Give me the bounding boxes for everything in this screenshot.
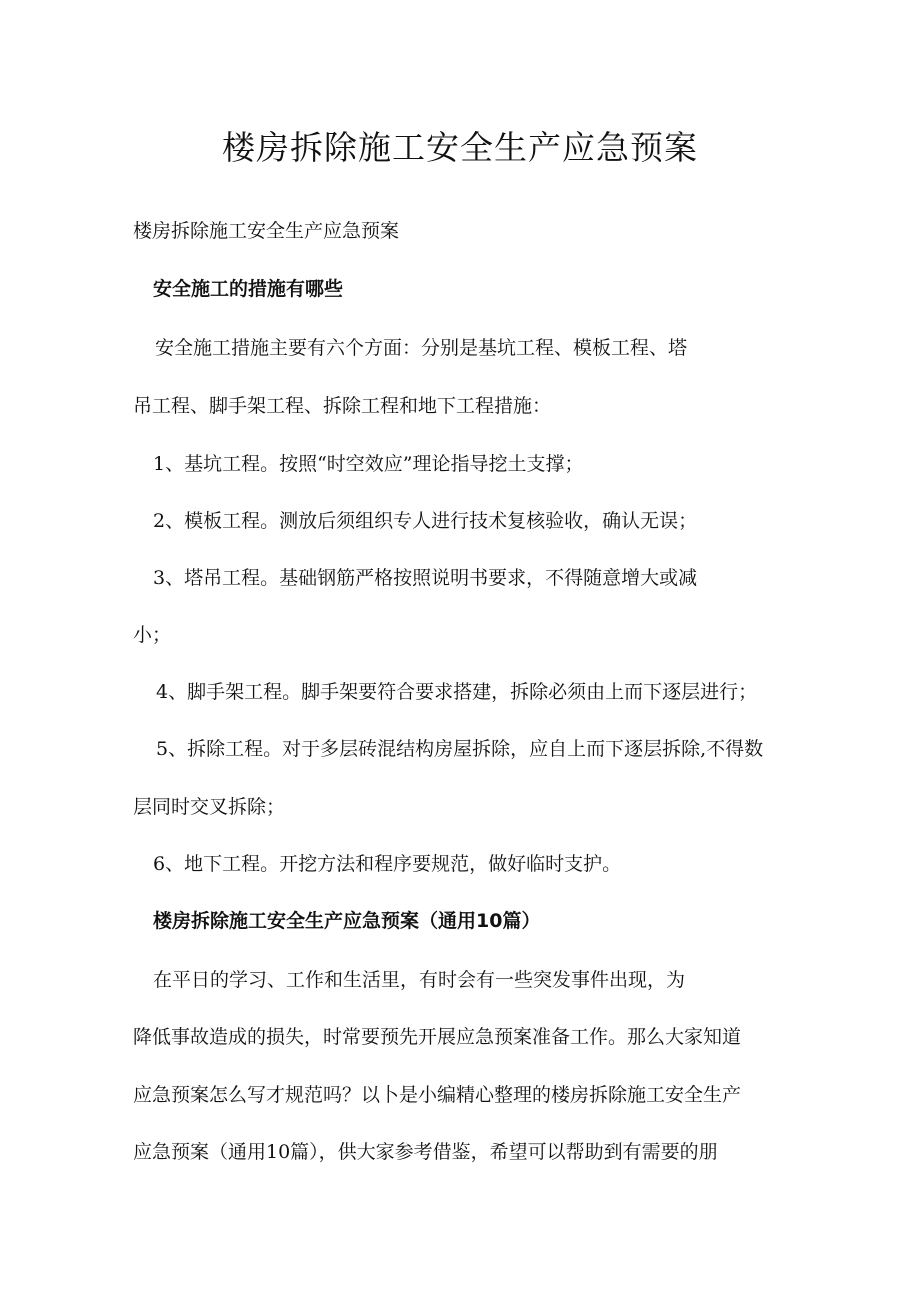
paragraph-line: 应急预案（通用10篇），供大家参考借鉴，希望可以帮助到有需要的朋 bbox=[133, 1141, 718, 1163]
list-item: 4、脚手架工程。脚手架要符合要求搭建，拆除必须由上而下逐层进行； bbox=[156, 681, 758, 703]
paragraph-line: 在平日的学习、工作和生活里，有时会有一些突发事件出现，为 bbox=[153, 969, 686, 991]
section-heading-safety-measures: 安全施工的措施有哪些 bbox=[153, 278, 344, 300]
list-item-continuation: 小； bbox=[133, 624, 172, 646]
paragraph-line: 降低事故造成的损失，时常要预先开展应急预案准备工作。那么大家知道 bbox=[133, 1026, 742, 1048]
list-item: 6、地下工程。开挖方法和程序要规范，做好临时支护。 bbox=[153, 853, 622, 875]
list-item-continuation: 层同时交叉拆除； bbox=[133, 796, 286, 818]
paragraph-line: 应急预案怎么写才规范吗？以卜是小编精心整理的楼房拆除施工安全生产 bbox=[133, 1084, 742, 1106]
paragraph-line: 吊工程、脚手架工程、拆除工程和地下工程措施： bbox=[133, 395, 552, 417]
list-item: 1、基坑工程。按照“时空效应”理论指导挖土支撑； bbox=[153, 453, 584, 475]
section-heading-emergency-plan: 楼房拆除施工安全生产应急预案（通用10篇） bbox=[153, 910, 541, 932]
document-subtitle: 楼房拆除施工安全生产应急预案 bbox=[133, 220, 400, 242]
list-item: 3、塔吊工程。基础钢筋严格按照说明书要求，不得随意增大或减 bbox=[153, 567, 698, 589]
list-item: 5、拆除工程。对于多层砖混结构房屋拆除，应自上而下逐层拆除,不得数 bbox=[156, 738, 764, 760]
paragraph-line: 安全施工措施主要有六个方面：分别是基坑工程、模板工程、塔 bbox=[155, 337, 688, 359]
document-title: 楼房拆除施工安全生产应急预案 bbox=[222, 128, 698, 167]
list-item: 2、模板工程。测放后须组织专人进行技术复核验收，确认无误； bbox=[153, 510, 698, 532]
